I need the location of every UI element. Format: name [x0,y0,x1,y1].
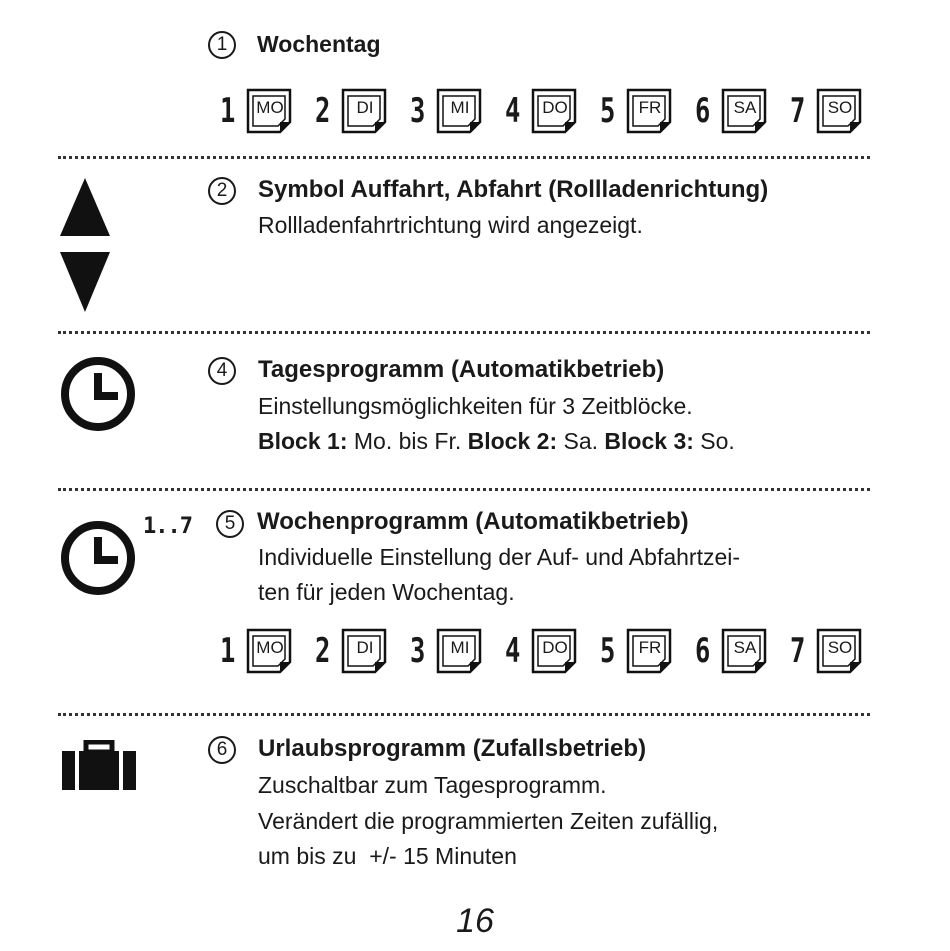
section-text-vacation-3: um bis zu +/- 15 Minuten [258,843,517,869]
weekday-item [315,88,405,138]
block3-label: Block 3: [604,428,694,454]
section-text-vacation-2: Verändert die programmierten Zeiten zufällig, [258,808,719,834]
weekday-item [220,628,310,678]
section-text-daily: Einstellungsmöglichkeiten für 3 Zeitblöcke. [258,393,693,419]
section-text-weekly-1: Individuelle Einstellung der Auf- und Abfahrtzei- [258,544,741,570]
weekday-label: SO [827,98,853,117]
weekday-digit: 1 [220,631,236,671]
page-number: 16 [456,902,494,940]
weekday-digit: 4 [505,631,521,671]
weekday-label: SA [733,98,757,117]
weekday-digit: 2 [315,91,331,131]
weekday-digit: 2 [315,631,331,671]
weekday-item [410,628,500,678]
section-title-direction: Symbol Auffahrt, Abfahrt (Rollladenrichtung) [258,176,769,203]
arrow-up-icon [60,178,110,236]
weekday-item [790,628,880,678]
weekday-label: SO [827,638,853,657]
section-title-vacation: Urlaubsprogramm (Zufallsbetrieb) [258,735,647,762]
section-text-weekly-2: ten für jeden Wochentag. [258,579,515,605]
suitcase-icon [60,740,138,792]
weekday-digit: 1 [220,91,236,131]
block1-text: Mo. bis Fr. [347,428,468,454]
section-number-2: 2 [208,177,236,205]
divider [58,331,870,334]
section-number-5: 5 [216,510,244,538]
weekday-digit: 6 [695,631,711,671]
section-number-1: 1 [208,31,236,59]
weekday-label: DO [542,98,568,117]
weekday-label: SA [733,638,757,657]
block1-label: Block 1: [258,428,348,454]
weekday-label: DO [542,638,568,657]
weekday-digit: 3 [410,631,426,671]
weekday-label: MI [450,98,470,117]
divider [58,488,870,491]
weekday-label: MO [256,638,284,657]
weekday-strip-1 [220,88,870,138]
weekday-strip-2 [220,628,870,678]
weekday-item [410,88,500,138]
weekday-label: DI [356,98,374,117]
clock-week-icon [60,518,140,598]
divider [58,156,870,159]
section-number-4: 4 [208,357,236,385]
section-title-daily: Tagesprogramm (Automatikbetrieb) [258,356,665,383]
week-range-badge: 1..7 [143,514,192,539]
weekday-item [505,88,595,138]
weekday-item [220,88,310,138]
weekday-label: FR [638,98,662,117]
clock-icon [60,356,140,436]
section-text-vacation-1: Zuschaltbar zum Tagesprogramm. [258,772,607,798]
arrow-down-icon [60,252,110,312]
block2-text: Sa. [557,428,605,454]
weekday-digit: 7 [790,631,806,671]
weekday-item [600,88,690,138]
block3-text: So. [693,428,735,454]
weekday-digit: 5 [600,631,616,671]
weekday-digit: 3 [410,91,426,131]
weekday-item [315,628,405,678]
section-title-weekly: Wochenprogramm (Automatikbetrieb) [257,508,689,535]
section-blocks-daily [258,428,735,455]
section-text-direction: Rollladenfahrtrichtung wird angezeigt. [258,212,643,238]
weekday-item [695,88,785,138]
section-number-6: 6 [208,736,236,764]
weekday-digit: 4 [505,91,521,131]
weekday-digit: 6 [695,91,711,131]
direction-icons [58,176,112,316]
weekday-digit: 5 [600,91,616,131]
weekday-item [695,628,785,678]
section-title-weekday: Wochentag [257,31,381,57]
weekday-label: DI [356,638,374,657]
weekday-digit: 7 [790,91,806,131]
weekday-item [505,628,595,678]
weekday-label: MO [256,98,284,117]
weekday-item [600,628,690,678]
weekday-label: FR [638,638,662,657]
divider [58,713,870,716]
weekday-item [790,88,880,138]
block2-label: Block 2: [467,428,558,454]
weekday-label: MI [450,638,470,657]
